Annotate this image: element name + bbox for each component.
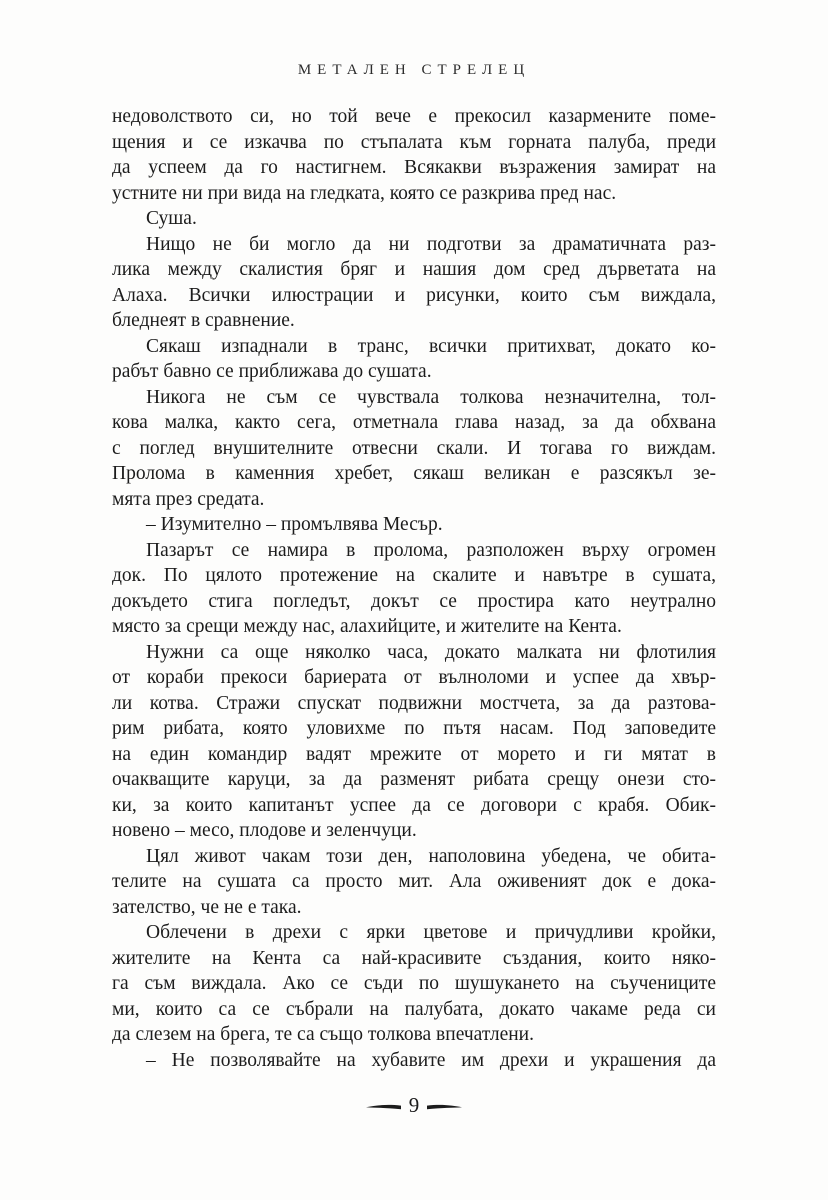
page-number-flourish-left-icon	[366, 1101, 402, 1113]
text-line: док. По цялото протежение на скалите и навътре в сушата,	[112, 565, 716, 586]
text-line: телите на сушата са просто мит. Ала оживеният док е дока-	[112, 871, 716, 892]
text-line: Сякаш изпаднали в транс, всички притихват, докато ко-	[146, 335, 716, 357]
text-line: лика между скалистия бряг и нашия дом сред дърветата на	[112, 259, 716, 280]
page-number: 9	[408, 1093, 420, 1117]
text-line: щения и се изкачва по стъпалата към горната палуба, преди	[112, 131, 716, 153]
text-line: ки, за които капитанът успее да се договори с крабя. Обик-	[112, 794, 716, 816]
text-line: недоволството си, но той вече е прекосил казармените поме-	[112, 106, 716, 127]
running-head-title: МЕТАЛЕН СТРЕЛЕЦ	[297, 62, 531, 78]
text-line: мята през средата.	[112, 488, 265, 510]
text-line: да слезем на брега, те са също толкова впечатлени.	[112, 1024, 534, 1045]
text-line: бледнеят в сравнение.	[112, 310, 295, 331]
text-line: Цял живот чакам този ден, наполовина убедена, че обита-	[146, 845, 716, 867]
text-line: новено – месо, плодове и зеленчуци.	[112, 820, 417, 841]
text-line: с поглед внушителните отвесни скали. И тогава го виждам.	[112, 437, 716, 459]
text-line: от кораби прекоси бариерата от вълноломи и успее да хвър-	[112, 667, 716, 688]
text-line: Нищо не би могло да ни подготви за драматичната раз-	[146, 233, 716, 255]
text-line: да успеем да го настигнем. Всякакви възражения замират на	[112, 157, 716, 178]
text-line: устните ни при вида на гледката, която се разкрива пред нас.	[112, 182, 617, 204]
text-line: жителите на Кента са най-красивите създания, които няко-	[112, 947, 716, 969]
text-line: Никога не съм се чувствала толкова незначителна, тол-	[146, 386, 716, 408]
text-line: га съм виждала. Ако се съди по шушукането на съучениците	[112, 973, 716, 994]
text-line: – Изумително – промълвява Месър.	[146, 514, 443, 535]
text-line: Пролома в каменния хребет, сякаш великан е разсякъл зе-	[112, 463, 716, 484]
text-line: зателство, че не е така.	[112, 896, 302, 918]
text-line: рабът бавно се приближава до сушата.	[112, 361, 432, 382]
text-line: – Не позволявайте на хубавите им дрехи и украшения да	[146, 1049, 716, 1071]
text-line: Пазарът се намира в пролома, разположен върху огромен	[146, 539, 716, 561]
text-line: Нужни са още няколко часа, докато малката ни флотилия	[146, 641, 716, 663]
page-number-flourish-right-icon	[426, 1101, 462, 1113]
text-line: Алаха. Всички илюстрации и рисунки, които съм виждала,	[112, 284, 716, 306]
text-line: ли котва. Стражи спускат подвижни мостчета, за да разтова-	[112, 692, 716, 714]
text-line: място за срещи между нас, алахийците, и жителите на Кента.	[112, 616, 622, 637]
text-line: Суша.	[146, 208, 197, 229]
text-line: очакващите каруци, за да разменят рибата срещу онези сто-	[112, 769, 716, 790]
text-line: кова малка, както сега, отметнала глава назад, за да обхвана	[112, 412, 716, 433]
text-line: на един командир вадят мрежите от морето и ги мятат в	[112, 743, 716, 765]
body-text	[112, 104, 716, 1073]
text-line: докъдето стига погледът, докът се простира като неутрално	[112, 590, 716, 612]
text-line: рим рибата, която уловихме по пътя насам. Под заповедите	[112, 718, 716, 739]
text-line: ми, които са се събрали на палубата, докато чакаме реда си	[112, 998, 716, 1020]
page-footer	[0, 1093, 828, 1118]
text-line: Облечени в дрехи с ярки цветове и причудливи кройки,	[146, 922, 716, 943]
